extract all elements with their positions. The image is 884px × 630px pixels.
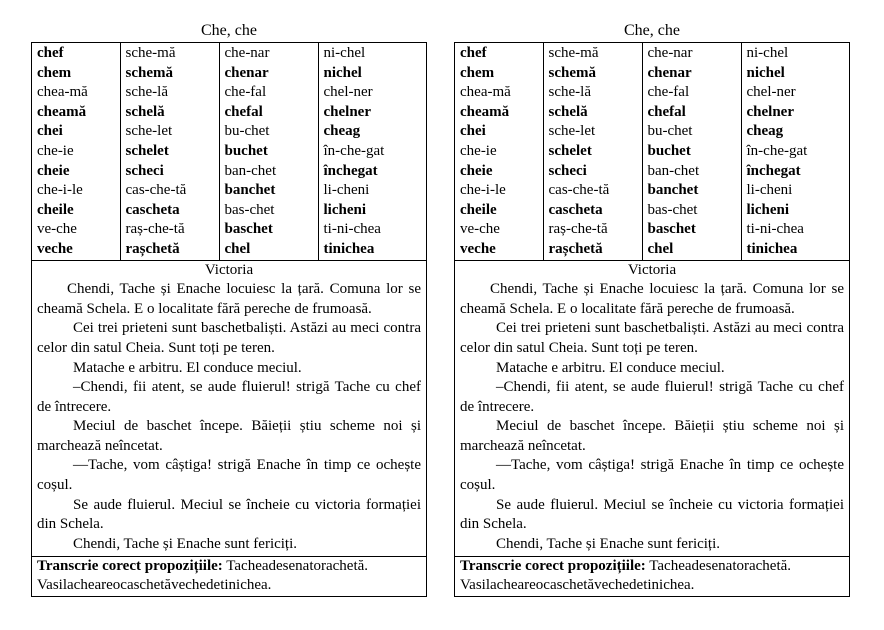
word-item: licheni	[746, 201, 790, 218]
word-item: nichel	[746, 64, 785, 81]
word-item: schemă	[548, 64, 596, 81]
word-item: cascheta	[548, 201, 603, 218]
word-item: cascheta	[125, 201, 180, 218]
word-item: chelner	[746, 103, 794, 120]
story-paragraph: Se aude fluierul. Meciul se încheie cu victoria formației din Schela.	[37, 496, 421, 533]
word-item: cheamă	[37, 103, 87, 120]
word-item: sche-lă	[548, 84, 591, 101]
word-item: veche	[37, 240, 73, 257]
word-item: sche-mă	[548, 45, 599, 61]
word-item: schelă	[125, 103, 165, 120]
word-item: chem	[37, 64, 72, 81]
story-title: Victoria	[627, 261, 677, 278]
word-item: buchet	[647, 142, 691, 159]
word-item: raș-che-tă	[125, 221, 185, 238]
word-item: sche-mă	[125, 45, 176, 61]
word-item: cheie	[37, 162, 70, 179]
word-item: închegat	[323, 162, 378, 179]
word-item: chea-mă	[37, 84, 88, 101]
word-item: chei	[460, 123, 486, 140]
worksheet-right	[454, 20, 850, 597]
word-column-4	[741, 43, 849, 260]
word-item: scheci	[125, 162, 164, 179]
story-paragraph: —Tache, vom câștiga! strigă Enache în timp ce ochește coșul.	[37, 457, 421, 494]
story-paragraph: Se aude fluierul. Meciul se încheie cu victoria formației din Schela.	[460, 496, 844, 533]
word-item: veche	[460, 240, 496, 257]
word-item: cheag	[746, 123, 784, 140]
worksheet-frame	[454, 42, 850, 597]
word-item: cheile	[37, 201, 74, 218]
word-item: chefal	[224, 103, 263, 120]
word-item: rașchetă	[125, 240, 180, 257]
word-item: cas-che-tă	[125, 182, 187, 199]
word-column-4	[318, 43, 426, 260]
word-item: ve-che	[460, 221, 500, 238]
word-item: schelet	[548, 142, 592, 159]
task-section	[32, 556, 426, 596]
word-column-3	[642, 43, 741, 260]
word-item: bu-chet	[224, 123, 270, 140]
word-item: buchet	[224, 142, 268, 159]
word-column-3	[219, 43, 318, 260]
word-item: banchet	[224, 182, 276, 199]
word-item: rașchetă	[548, 240, 603, 257]
word-item: baschet	[224, 221, 273, 238]
word-item: ve-che	[37, 221, 77, 238]
word-item: che-i-le	[460, 182, 506, 199]
word-column-2	[120, 43, 219, 260]
story-paragraph: –Chendi, fii atent, se aude fluierul! strigă Tache cu chef de întrecere.	[460, 379, 844, 415]
word-column-1	[455, 43, 543, 260]
word-item: licheni	[323, 201, 367, 218]
word-item: ni-chel	[746, 45, 789, 61]
word-item: che-ie	[37, 142, 74, 159]
task-label: Transcrie corect propozițiile:	[460, 558, 646, 575]
word-item: che-nar	[647, 45, 693, 61]
word-item: baschet	[647, 221, 696, 238]
word-item: chenar	[224, 64, 269, 81]
story-paragraph: –Chendi, fii atent, se aude fluierul! strigă Tache cu chef de întrecere.	[37, 379, 421, 415]
word-item: raș-che-tă	[548, 221, 608, 238]
word-item: bu-chet	[647, 123, 693, 140]
story-section	[32, 260, 426, 557]
word-column-2	[543, 43, 642, 260]
word-item: cheag	[323, 123, 361, 140]
story-paragraph: Meciul de baschet începe. Băieții știu scheme noi și marchează neîncetat.	[460, 418, 844, 454]
syllable-table	[32, 43, 426, 260]
story-section	[455, 260, 849, 557]
task-section	[455, 556, 849, 596]
word-item: bas-chet	[224, 201, 275, 218]
word-item: cas-che-tă	[548, 182, 610, 199]
word-item: chel-ner	[746, 84, 796, 101]
word-item: che-nar	[224, 45, 270, 61]
word-item: li-cheni	[323, 182, 370, 199]
word-item: chel-ner	[323, 84, 373, 101]
story-paragraphs	[460, 280, 844, 554]
word-item: sche-let	[548, 123, 596, 140]
word-item: schelă	[548, 103, 588, 120]
word-item: chenar	[647, 64, 692, 81]
word-item: ni-chel	[323, 45, 366, 61]
word-item: ban-chet	[647, 162, 700, 179]
story-paragraph: Matache e arbitru. El conduce meciul.	[73, 359, 302, 376]
story-title: Victoria	[204, 261, 254, 278]
worksheet-title: Che, che	[201, 22, 257, 39]
word-item: cheamă	[460, 103, 510, 120]
story-paragraph: Cei trei prieteni sunt baschetbaliști. Astăzi au meci contra celor din satul Cheia. Sunt toți pe teren.	[460, 320, 844, 356]
word-item: sche-lă	[125, 84, 168, 101]
word-item: sche-let	[125, 123, 173, 140]
worksheet-frame	[31, 42, 427, 597]
story-paragraph: Chendi, Tache și Enache locuiesc la țară. Comuna lor se cheamă Schela. E o localitate fără pereche de frumoasă.	[460, 281, 844, 317]
word-item: chef	[460, 45, 487, 61]
word-item: chei	[37, 123, 63, 140]
word-item: ti-ni-chea	[323, 221, 381, 238]
word-item: tinichea	[323, 240, 375, 257]
word-item: ti-ni-chea	[746, 221, 804, 238]
worksheet-title: Che, che	[624, 22, 680, 39]
word-item: chem	[460, 64, 495, 81]
word-item: cheie	[460, 162, 493, 179]
word-column-1	[32, 43, 120, 260]
word-item: bas-chet	[647, 201, 698, 218]
word-item: che-i-le	[37, 182, 83, 199]
syllable-table	[455, 43, 849, 260]
word-item: che-fal	[224, 84, 267, 101]
word-item: chefal	[647, 103, 686, 120]
word-item: închegat	[746, 162, 801, 179]
word-item: scheci	[548, 162, 587, 179]
word-item: chel	[224, 240, 251, 257]
story-paragraph: Chendi, Tache și Enache locuiesc la țară. Comuna lor se cheamă Schela. E o localitate fără pereche de frumoasă.	[37, 281, 421, 317]
word-item: nichel	[323, 64, 362, 81]
word-item: chelner	[323, 103, 371, 120]
story-paragraph: Matache e arbitru. El conduce meciul.	[496, 359, 725, 376]
story-paragraph: Chendi, Tache și Enache sunt fericiți.	[73, 535, 298, 552]
word-item: che-fal	[647, 84, 690, 101]
word-item: ban-chet	[224, 162, 277, 179]
word-item: li-cheni	[746, 182, 793, 199]
story-paragraph: —Tache, vom câștiga! strigă Enache în timp ce ochește coșul.	[460, 457, 844, 494]
worksheet-left	[31, 20, 427, 597]
word-item: chea-mă	[460, 84, 511, 101]
story-paragraph: Cei trei prieteni sunt baschetbaliști. Astăzi au meci contra celor din satul Cheia. Sunt toți pe teren.	[37, 320, 421, 356]
word-item: chef	[37, 45, 64, 61]
task-text: Tacheadesenatorachetă. Vasilacheareocaschetăvechedetinichea.	[460, 558, 792, 594]
word-item: tinichea	[746, 240, 798, 257]
word-item: chel	[647, 240, 674, 257]
task-text: Tacheadesenatorachetă. Vasilacheareocaschetăvechedetinichea.	[37, 558, 369, 594]
word-item: che-ie	[460, 142, 497, 159]
story-paragraph: Meciul de baschet începe. Băieții știu scheme noi și marchează neîncetat.	[37, 418, 421, 454]
word-item: schemă	[125, 64, 173, 81]
word-item: schelet	[125, 142, 169, 159]
word-item: cheile	[460, 201, 497, 218]
story-paragraph: Chendi, Tache și Enache sunt fericiți.	[496, 535, 721, 552]
story-paragraphs	[37, 280, 421, 554]
word-item: în-che-gat	[323, 142, 385, 159]
word-item: în-che-gat	[746, 142, 808, 159]
word-item: banchet	[647, 182, 699, 199]
task-label: Transcrie corect propozițiile:	[37, 558, 223, 575]
